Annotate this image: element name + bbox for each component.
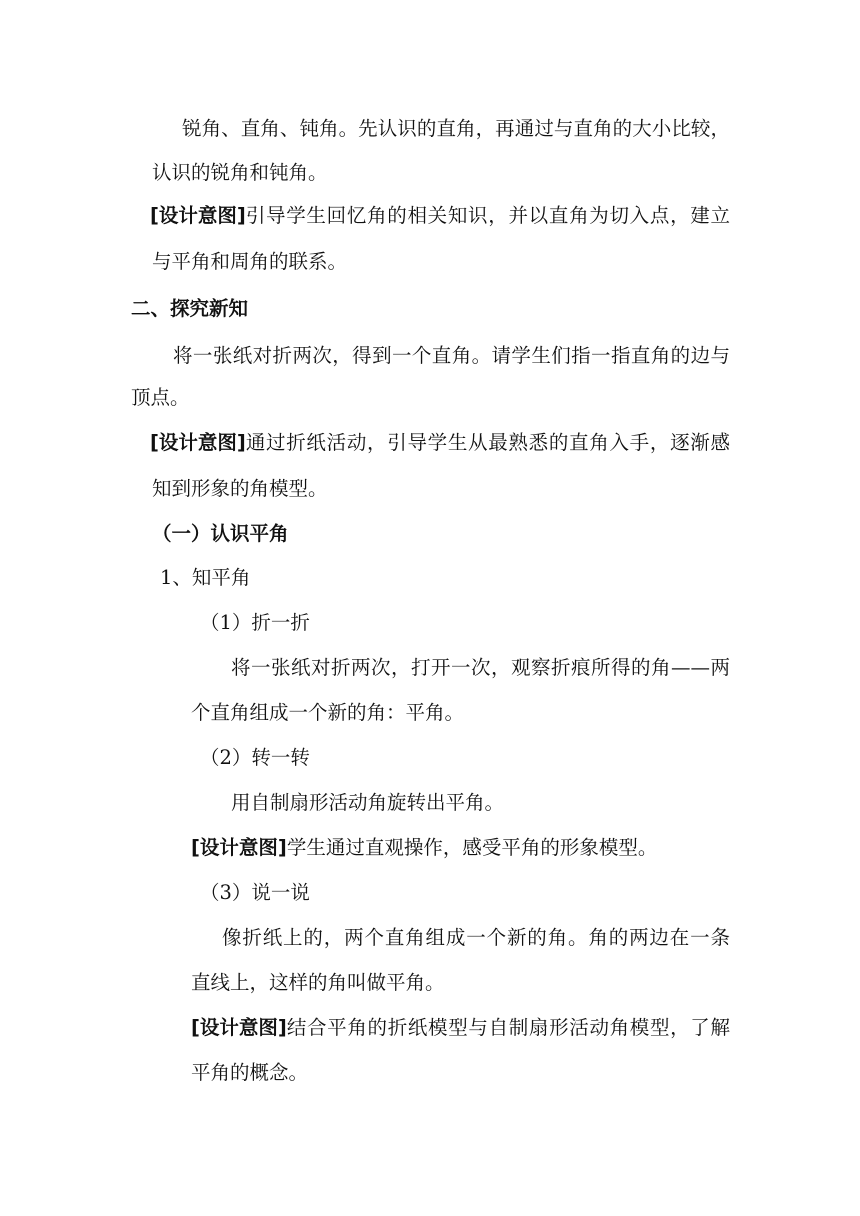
design-intent-tag: [设计意图] [150, 204, 246, 227]
design-intent-text: 引导学生回忆角的相关知识，并以直角为切入点，建立 [245, 204, 730, 227]
step-title: （2）转一转 [200, 746, 310, 769]
paragraph-line: 与平角和周角的联系。 [152, 250, 348, 273]
design-intent-line [150, 203, 730, 229]
design-intent-tag: [设计意图] [191, 836, 287, 859]
design-intent-line [150, 430, 730, 456]
design-intent-text: 通过折纸活动，引导学生从最熟悉的直角入手，逐渐感 [245, 431, 730, 454]
paragraph-line: 将一张纸对折两次，打开一次，观察折痕所得的角——两 [231, 656, 730, 679]
section-heading: 二、探究新知 [131, 297, 249, 320]
design-intent-line [191, 835, 657, 861]
design-intent-text: 学生通过直观操作，感受平角的形象模型。 [286, 836, 658, 859]
design-intent-tag: [设计意图] [191, 1016, 287, 1039]
subsection-title: 1、知平角 [160, 566, 251, 589]
paragraph-line: 锐角、直角、钝角。先认识的直角，再通过与直角的大小比较， [182, 117, 730, 140]
paragraph-line: 知到形象的角模型。 [152, 477, 328, 500]
paragraph-line: 用自制扇形活动角旋转出平角。 [231, 791, 505, 814]
paragraph-line: 个直角组成一个新的角：平角。 [191, 701, 465, 724]
paragraph-line: 将一张纸对折两次，得到一个直角。请学生们指一指直角的边与 [173, 344, 730, 367]
paragraph-line: 顶点。 [131, 386, 190, 409]
design-intent-text: 结合平角的折纸模型与自制扇形活动角模型，了解 [286, 1016, 730, 1039]
paragraph-line: 像折纸上的，两个直角组成一个新的角。角的两边在一条 [222, 926, 730, 949]
paragraph-line: 认识的锐角和钝角。 [152, 161, 328, 184]
design-intent-line [191, 1015, 730, 1041]
step-title: （1）折一折 [200, 611, 310, 634]
design-intent-tag: [设计意图] [150, 431, 246, 454]
paragraph-line: 平角的概念。 [191, 1061, 309, 1084]
paragraph-line: 直线上，这样的角叫做平角。 [191, 971, 445, 994]
subsection-heading: （一）认识平角 [152, 522, 289, 545]
step-title: （3）说一说 [200, 881, 310, 904]
